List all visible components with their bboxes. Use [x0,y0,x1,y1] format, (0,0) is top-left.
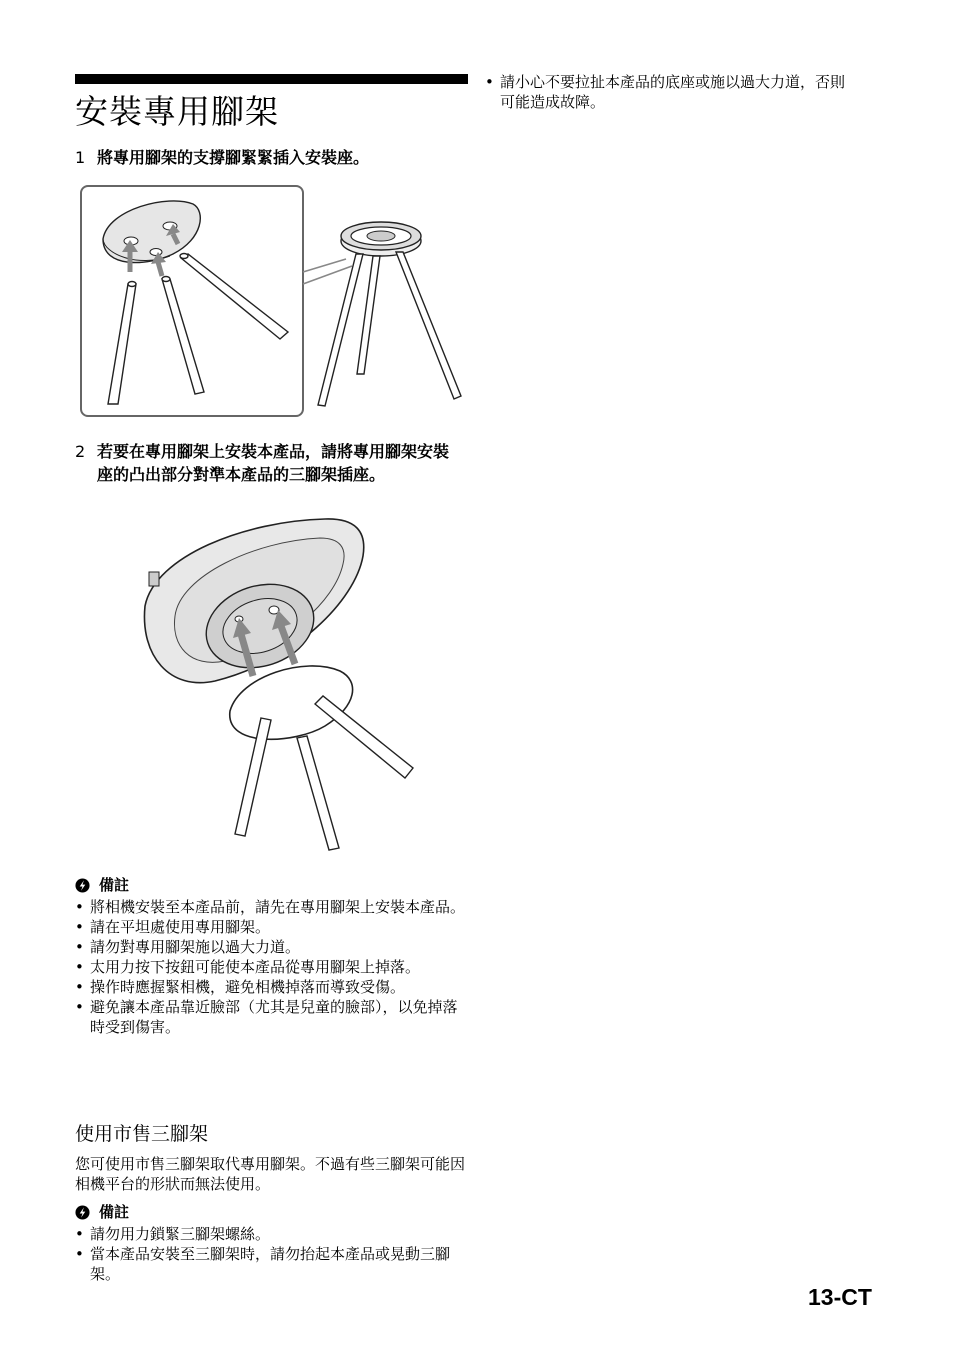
note-icon [75,1205,90,1220]
section-paragraph: 您可使用市售三腳架取代專用腳架。不過有些三腳架可能因相機平台的形狀而無法使用。 [75,1155,466,1193]
list-item: • 請勿對專用腳架施以過大力道。 [75,937,470,957]
note-label: 備註 [99,876,130,894]
step-text: 將專用腳架的支撐腳緊緊插入安裝座。 [97,148,370,167]
leg-insertion-illustration [78,184,468,420]
section-heading: 使用市售三腳架 [75,1123,209,1145]
list-item: • 請勿用力鎖緊三腳架螺絲。 [75,1224,470,1244]
list-item: • 當本產品安裝至三腳架時，請勿抬起本產品或晃動三腳架。 [75,1244,470,1284]
step-number: 2 [75,442,86,461]
list-item: • 操作時應握緊相機，避免相機掉落而導致受傷。 [75,977,470,997]
note-list [75,1224,470,1284]
list-item: • 請小心不要拉扯本產品的底座或施以過大力道，否則可能造成故障。 [485,72,855,112]
note-icon [75,878,90,893]
page-title: 安裝專用腳架 [75,92,279,131]
list-item: • 請在平坦處使用專用腳架。 [75,917,470,937]
note-heading [75,875,129,895]
product-mount-illustration [135,516,425,864]
list-item: • 將相機安裝至本產品前，請先在專用腳架上安裝本產品。 [75,897,470,917]
title-rule [75,74,468,84]
step-text: 若要在專用腳架上安裝本產品，請將專用腳架安裝座的凸出部分對準本產品的三腳架插座。 [97,442,450,484]
note-label: 備註 [99,1203,130,1221]
note-heading [75,1202,129,1222]
page-number: 13-CT [808,1284,872,1310]
note-list [75,897,470,1037]
step-2 [75,440,457,486]
list-item: • 避免讓本產品靠近臉部（尤其是兒童的臉部），以免掉落時受到傷害。 [75,997,470,1037]
caution-list [485,72,855,112]
list-item: • 太用力按下按鈕可能使本產品從專用腳架上掉落。 [75,957,470,977]
step-1 [75,146,457,169]
step-number: 1 [75,148,86,167]
